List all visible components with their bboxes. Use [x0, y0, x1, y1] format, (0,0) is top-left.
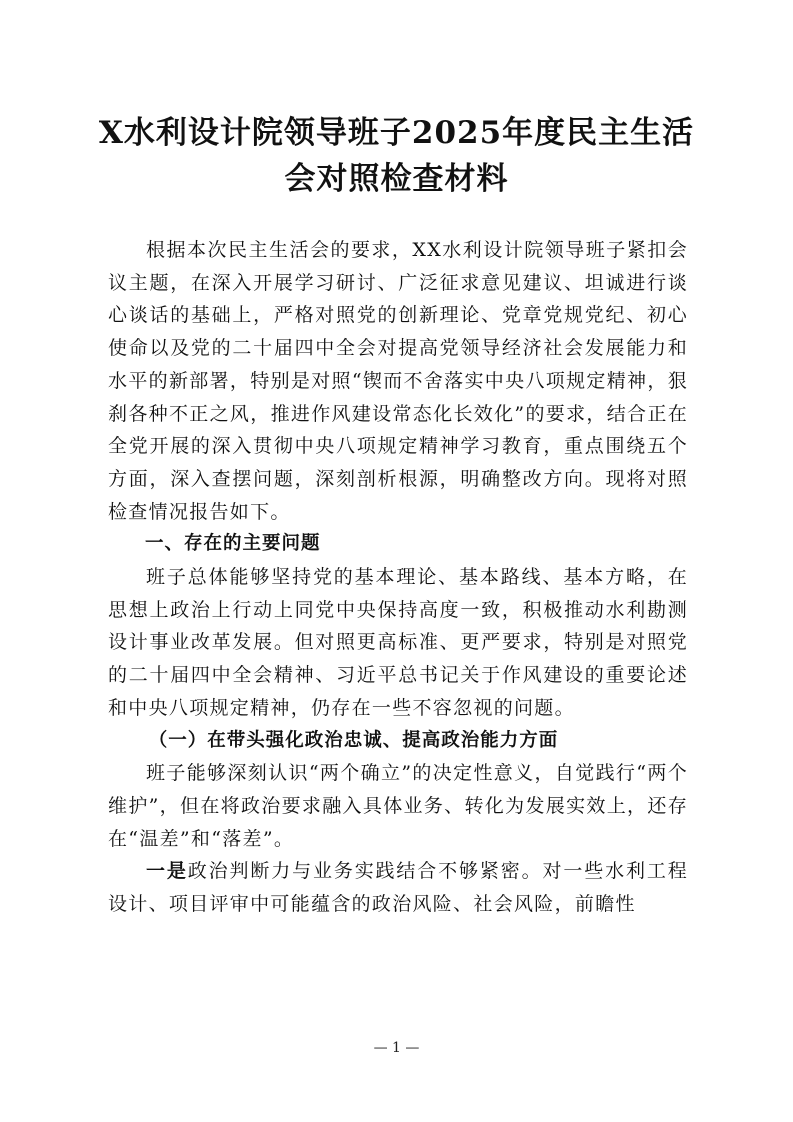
- document-title: [90, 110, 703, 202]
- intro-paragraph: 根据本次民主生活会的要求，XX水利设计院领导班子紧扣会议主题，在深入开展学习研讨、广泛征求意见建议、坦诚进行谈心谈话的基础上，严格对照党的创新理论、党章党规党纪、初心使命以及党的二十届四中全会对提高党领导经济社会发展能力和水平的新部署，特别是对照“锲而不舍落实中央八项规定精神，狠刹各种不正之风，推进作风建设常态化长效化”的要求，结合正在全党开展的深入贯彻中央八项规定精神学习教育，重点围绕五个方面，深入查摆问题，深刻剖析根源，明确整改方向。现将对照检查情况报告如下。: [108, 239, 688, 523]
- title-line-2: 会对照检查材料: [284, 161, 509, 197]
- point-paragraph: [108, 855, 688, 920]
- section-paragraph: 班子总体能够坚持党的基本理论、基本路线、基本方略，在思想上政治上行动上同党中央保持高度一致，积极推动水利勘测设计事业改革发展。但对照更高标准、更严要求，特别是对照党的二十届四中全会精神、习近平总书记关于作风建设的重要论述和中央八项规定精神，仍存在一些不容忽视的问题。: [108, 566, 688, 719]
- subsection-paragraph: 班子能够深刻认识“两个确立”的决定性意义，自觉践行“两个维护”，但在将政治要求融入具体业务、转化为发展实效上，还存在“温差”和“落差”。: [108, 762, 688, 850]
- title-line-1: X水利设计院领导班子2025年度民主生活: [98, 115, 695, 151]
- point-label: 一是: [146, 860, 188, 883]
- subsection-heading: （一）在带头强化政治忠诚、提高政治能力方面: [148, 729, 559, 751]
- page-number: — 1 —: [373, 1040, 420, 1056]
- document-body: [108, 234, 688, 921]
- section-heading: 一、存在的主要问题: [145, 533, 321, 555]
- point-text: 政治判断力与业务实践结合不够紧密。对一些水利工程设计、项目评审中可能蕴含的政治风险、社会风险，前瞻性: [108, 860, 689, 916]
